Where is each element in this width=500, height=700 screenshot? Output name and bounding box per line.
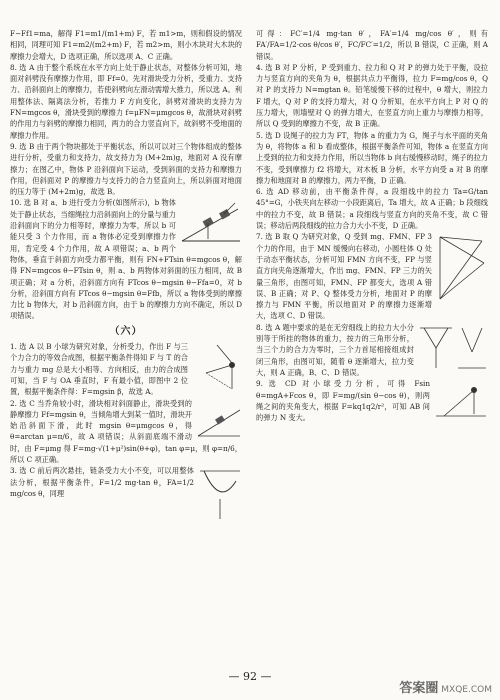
paragraph: 2. 选 C 当乔角较小时，滑块相对斜面静止，滑块受到的静摩擦力 Ff=mgsin θ，当倾角增大到某一值时，滑块开始沿斜面下滑，此时 mgsin θ=μmgcos θ，得 θ=arctan μ=π/6，故 A 项错误；从斜面底端不滑动时，由 F=μmg 得 F=mg·√(1+μ²)sin(θ+φ)，tan φ=μ，则 φ=π/6，所以 C 项正确。 (10, 398, 242, 464)
paragraph: 10. 选 B 对 a、b 进行受力分析(如图所示)，b 物体处于静止状态，当细绳拉力沿斜面向上的分量与重力沿斜面向下的分力相等时，摩擦力为零，所以 b 可能只受 3 个力作用，而 a 物体必定受到摩擦力作用，肯定受 4 个力作用，故 A 项错误；a、b 两个物体，垂直于斜面方向受力都平衡，则有 FN+FTsin θ=mgcos θ，解得 FN=mgcos θ−FTsin θ，则 a、b 两物体对斜面的压力相同，故 B 项正确；对 a 分析，沿斜面方向有 FTcos θ−mgsin θ−Ffa=0，对 b 分析，沿斜面方向有 FTcos θ−mgsin θ=Ffb，所以 a 物体受到的摩擦力比 b 物体大，对 b 沿斜面方向，由于 b 的摩擦力方向不确定，所以 D 项错误。 (10, 198, 242, 321)
charged-ball-diagram (434, 380, 488, 420)
paragraph: 可得：FC′=1/4 mg·tan θ′，FA′=1/4 mg/cos θ′，则有 FA′/FA=1/2·cos θ/cos θ′，FC/FC′=1/2，所以 B 错误，C 正确，则 A 错误。 (256, 29, 488, 61)
page-number: — 92 — (228, 670, 272, 683)
paragraph: 8. 选 A 由于整个系统在水平方向上处于静止状态，对整体分析可知，地面对斜劈没有摩擦力作用，即 Ff=0。先对滑块受力分析，受重力、支持力、沿斜面向上的摩擦力，若使斜劈向左滑动需增大推力，所以选 A。利用整体法、隔离法分析，若推力 F 方向变化，斜劈对滑块的支持力为 FN=mgcos θ，滑块受到的摩擦力 f=μFN=μmgcos θ，故滑块对斜劈的作用力与斜劈的摩擦力相同，两力的合力竖直向下，故斜劈不受地面的摩擦力作用。 (10, 62, 242, 140)
watermark-logo: 答案圈 (399, 681, 439, 696)
paragraph: 8. 选 A 题中要求的是在无穷细线上的拉力大小分别等于所挂的物体的重力，按力的三角形分析，当三个力的合力为零时，三个力首尾相接组成封闭三角形，由图可知，随着 θ 逐渐增大，拉力变大，则 A 正确，B、C、D 错误。 (256, 322, 414, 377)
rope-diagram (418, 324, 488, 372)
watermark-site: MXQE.COM (441, 685, 492, 695)
paragraph: 1. 选 A 以 B 小球为研究对象，分析受力，作出 F 与三个力合力的等效合成图，根据平衡条件得知 F 与 T 的合力与重力 mg 总是大小相等、方向相反，由力的合成图可知，当 F 与 OA 垂直时，F 有最小值，即图中 2 位置，根据平衡条件得：F=mgsin β，故选 A。 (10, 342, 188, 397)
paragraph: 9. 选 B 由于两个物块都处于平衡状态，所以可以对三个物体组成的整体进行分析，受重力和支持力，故支持力为 (M+2m)g，地面对 A 没有摩擦力；在图乙中，物体 P 沿斜面向下运动，受到斜面的支持力和摩擦力作用，但斜面对 P 的摩擦力与支持力的合力竖直向上，所以斜面对地面的压力等于 (M+2m)g，故选 B。 (10, 141, 242, 197)
paragraph: 3. 选 C 前后两次悬挂，链条受力大小不变，可以用整体法分析，根据平衡条件，F=1/2 mg·tan θ，FA=1/2 mg/cos θ，同理 (10, 466, 194, 498)
section-heading: （六） (109, 325, 143, 337)
chain-diagram (198, 467, 242, 523)
paragraph: 5. 选 D 设绳子的拉力为 FT，物体 a 的重力为 G，绳子与水平面的夹角为 θ，将物体 a 和 b 看成整体，根据平衡条件可知，物体 a 在竖直方向上受到的拉力和支持力作用，所以当物体 b 向右缓慢移动时，绳子的拉力不变，受到摩擦力 f2 将增大，对木板 B 分析，水平方向受 a 对 B 的摩擦力和地面对 B 的摩擦力，两力平衡，D 正确。 (256, 130, 488, 185)
incline-force-diagram (180, 199, 242, 245)
right-column (256, 28, 488, 423)
paragraph: 7. 选 B 取 Q 为研究对象，Q 受到 mg、FMN、FP 3 个力的作用，由于 MN 缓慢向右移动，小圆柱体 Q 处于动态平衡状态，分析可知 FMN 方向不变，FP 与竖直方向夹角逐渐增大，作出 mg、FMN、FP 三力的矢量三角形，由图可知，FMN、FP 都变大，选项 A 错误、B 正确；对 P、Q 整体受力分析，地面对 P 的摩擦力与 FMN 平衡，所以地面对 P 的摩擦力逐渐增大，选项 C、D 错误。 (256, 232, 432, 321)
left-column (10, 28, 242, 525)
vector-triangle-diagram (436, 233, 488, 303)
paragraph: F−Ff1=ma，解得 F1=m1/(m1+m) F，若 m1>m，则和假设的情况相同，同理可知 F1=m2/(m2+m) F，若 m2>m，则小木块对大木块的摩擦力会增大，D 选项正确，所以选项 A、C 正确。 (10, 29, 242, 61)
watermark (399, 677, 492, 696)
paragraph: 4. 选 B 对 P 分析，P 受到重力、拉力和 Q 对 P 的弹力处于平衡，设拉力与竖直方向的夹角为 θ，根据共点力平衡得，拉力 F=mg/cos θ，Q 对 P 的支持力 N=mgtan θ。铅笔缓慢下移的过程中，θ 增大，则拉力 F 增大，Q 对 P 的支持力增大，对 Q 分析知，在水平方向上 P 对 Q 的压力增大，则墙壁对 Q 的弹力增大，在竖直方向上重力与摩擦力相等，所以 Q 受到的摩擦力不变，故 B 正确。 (256, 62, 488, 129)
incline-block-diagram (196, 400, 242, 440)
paragraph: 6. 选 AD 移动前，由平衡条件得，a 段细线中的拉力 Ta=G/tan 45°=G，小铁夹向左移动一小段距离后，Ta 增大，故 A 正确；b 段细线中的拉力不变，故 B 错误；a 段细线与竖直方向的夹角不变，故 C 错误；移动后两段细线的拉力合力大小不变，D 正确。 (256, 187, 488, 231)
ball-force-triangle (192, 343, 242, 393)
paragraph: 9. 选 CD 对小球受力分析，可得 Fsin θ=mgA+Fcos θ，即 F=mg/(sin θ−cos θ)，则两绳之间的夹角变大，根据 F=kq1q2/r²，可知 AB 间的弹力 N 变大。 (256, 379, 430, 423)
